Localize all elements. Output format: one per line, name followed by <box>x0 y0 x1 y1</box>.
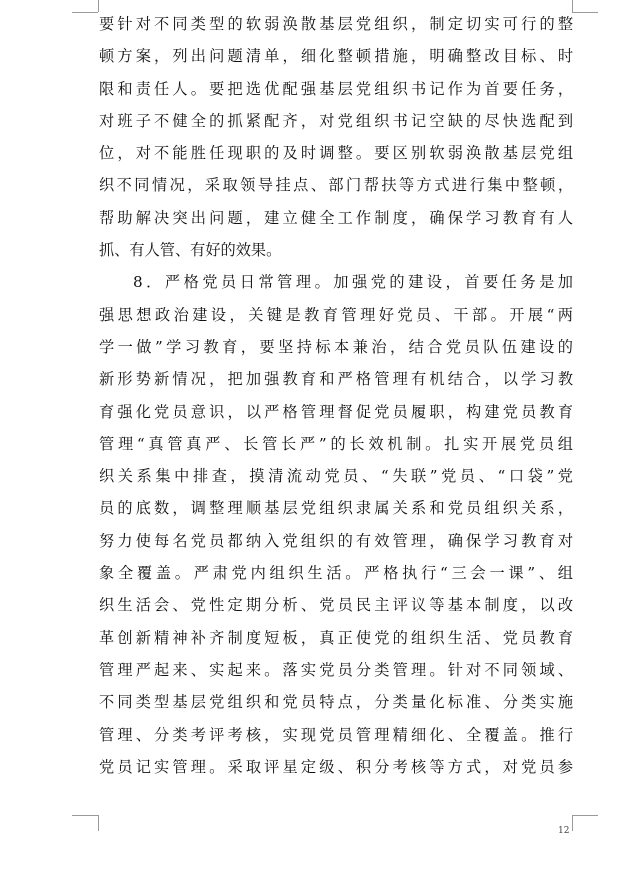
text-line: 顿方案，列出问题清单，细化整顿措施，明确整改目标、时 <box>99 47 573 66</box>
text-line: 管理、分类考评考核，实现党员管理精细化、全覆盖。推行 <box>99 725 573 744</box>
text-line: 要针对不同类型的软弱涣散基层党组织，制定切实可行的整 <box>99 15 573 33</box>
section-heading-line: 8．严格党员日常管理。加强党的建设，首要任务是加 <box>133 273 573 292</box>
text-line: 管理严起来、实起来。落实党员分类管理。针对不同领域、 <box>99 660 573 679</box>
text-line: 抓、有人管、有好的效果。 <box>99 241 282 260</box>
text-line: 帮助解决突出问题，建立健全工作制度，确保学习教育有人 <box>99 208 573 227</box>
text-line: 新形势新情况，把加强教育和严格管理有机结合，以学习教 <box>99 370 573 389</box>
crop-mark-bottom-left <box>98 815 99 831</box>
text-line: 织关系集中排查，摸清流动党员、“失联”党员、“口袋”党 <box>99 467 573 486</box>
text-line: 象全覆盖。严肃党内组织生活。严格执行“三会一课”、组 <box>99 564 573 583</box>
text-line: 位，对不能胜任现职的及时调整。要区别软弱涣散基层党组 <box>99 144 573 163</box>
text-line: 织生活会、党性定期分析、党员民主评议等基本制度，以改 <box>99 596 573 615</box>
crop-mark-bottom-right <box>572 815 598 816</box>
text-line: 员的底数，调整理顺基层党组织隶属关系和党员组织关系， <box>99 499 573 518</box>
text-line: 织不同情况，采取领导挂点、部门帮扶等方式进行集中整顿， <box>99 176 573 195</box>
text-line: 努力使每名党员都纳入党组织的有效管理，确保学习教育对 <box>99 531 573 550</box>
text-line: 对班子不健全的抓紧配齐，对党组织书记空缺的尽快选配到 <box>99 111 573 130</box>
crop-mark-top-right <box>572 12 598 13</box>
body-text <box>99 8 573 783</box>
text-line: 革创新精神补齐制度短板，真正使党的组织生活、党员教育 <box>99 628 573 647</box>
text-line: 不同类型基层党组织和党员特点，分类量化标准、分类实施 <box>99 693 573 712</box>
text-line: 强思想政治建设，关键是教育管理好党员、干部。开展“两 <box>99 305 573 324</box>
text-line: 学一做”学习教育，要坚持标本兼治，结合党员队伍建设的 <box>99 337 573 356</box>
crop-mark-bottom-right <box>572 815 573 831</box>
text-line: 管理“真管真严、长管长严”的长效机制。扎实开展党员组 <box>99 434 573 453</box>
text-line: 育强化党员意识，以严格管理督促党员履职，构建党员教育 <box>99 402 573 421</box>
text-line: 限和责任人。要把选优配强基层党组织书记作为首要任务， <box>99 79 573 98</box>
page-number: 12 <box>558 826 570 836</box>
crop-mark-top-left <box>72 12 98 13</box>
crop-mark-bottom-left <box>72 815 98 816</box>
text-line: 党员记实管理。采取评星定级、积分考核等方式，对党员参 <box>99 757 573 776</box>
